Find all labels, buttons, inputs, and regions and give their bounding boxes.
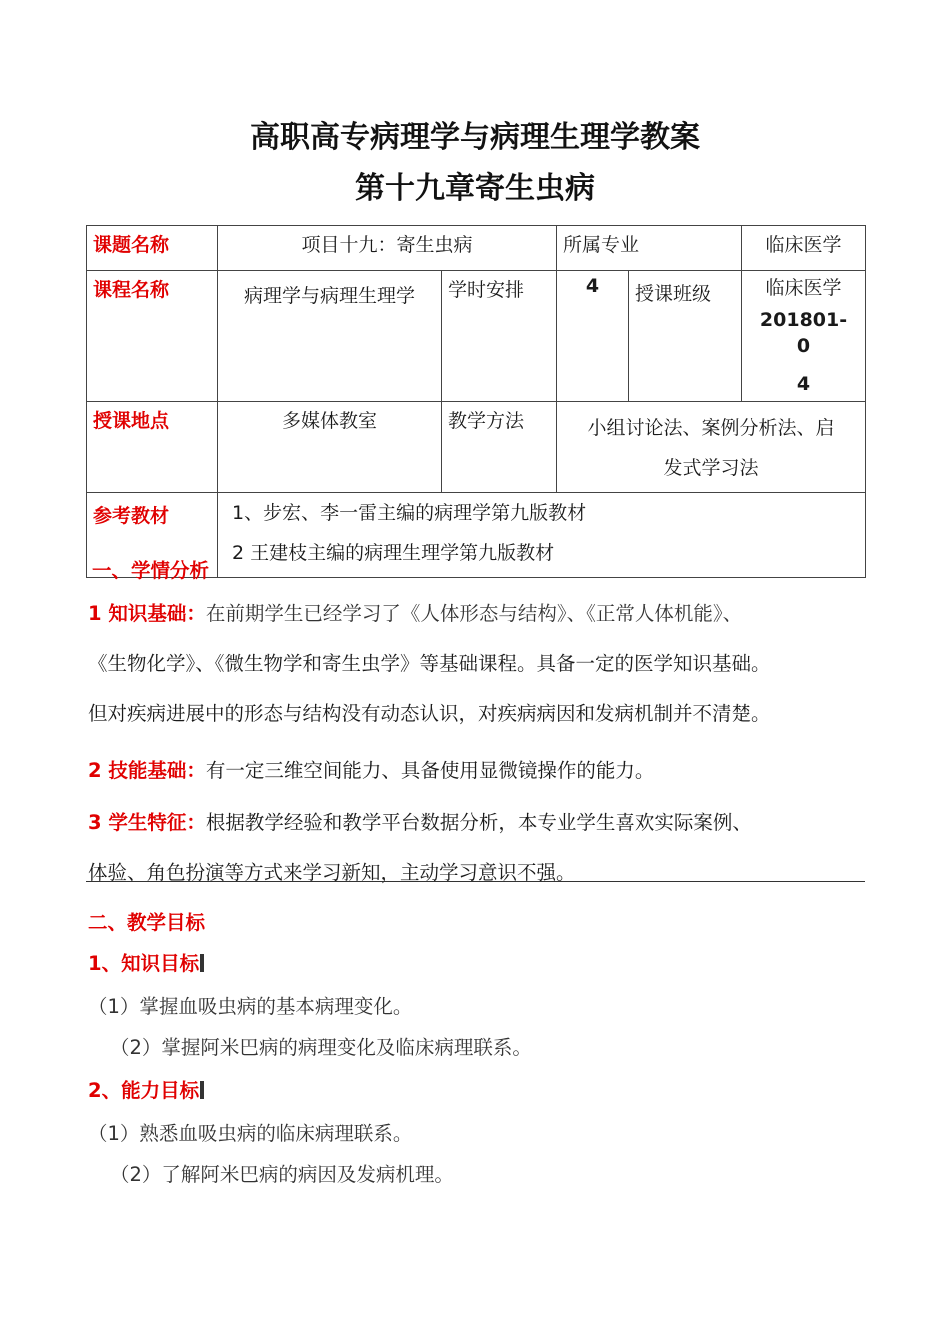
knowledge-line-1 <box>88 598 742 626</box>
ability-objective-label: 2、能力目标 <box>88 1079 200 1102</box>
trait-line-1 <box>88 807 752 835</box>
knowledge-text-1: 在前期学生已经学习了《人体形态与结构》、《正常人体机能》、 <box>205 602 743 625</box>
objectives-heading: 二、教学目标 <box>88 911 206 934</box>
table-row <box>87 226 866 271</box>
method-label: 教学方法 <box>442 402 557 493</box>
trait-text-1: 根据教学经验和教学平台数据分析，本专业学生喜欢实际案例、 <box>205 811 752 834</box>
place-value: 多媒体教室 <box>218 402 442 493</box>
skill-line <box>88 755 654 783</box>
knowledge-objective-label: 1、知识目标 <box>88 952 200 975</box>
table-row <box>87 271 866 402</box>
knowledge-objective-heading <box>88 948 204 976</box>
knowledge-objective-1: （1）掌握血吸虫病的基本病理变化。 <box>88 995 413 1018</box>
topic-label: 课题名称 <box>87 226 218 271</box>
course-info-table <box>86 225 866 578</box>
course-value: 病理学与病理生理学 <box>218 271 442 402</box>
hours-label: 学时安排 <box>442 271 557 402</box>
skill-text: 有一定三维空间能力、具备使用显微镜操作的能力。 <box>205 759 655 782</box>
method-value <box>557 402 866 493</box>
document-title: 高职高专病理学与病理生理学教案 <box>250 120 700 155</box>
ability-objective-heading <box>88 1075 204 1103</box>
ability-objective-2: （2）了解阿米巴病的病因及发病机理。 <box>110 1163 454 1186</box>
place-label: 授课地点 <box>87 402 218 493</box>
class-value <box>742 271 866 402</box>
ref-item-2: 2 王建枝主编的病理生理学第九版教材 <box>232 542 555 564</box>
chapter-title: 第十九章寄生虫病 <box>355 171 595 206</box>
table-row <box>87 402 866 493</box>
hours-value: 4 <box>557 271 629 402</box>
knowledge-line-2: 《生物化学》、《微生物学和寄生虫学》等基础课程。具备一定的医学知识基础。 <box>88 652 771 675</box>
topic-value: 项目十九：寄生虫病 <box>218 226 557 271</box>
method-line-2: 发式学习法 <box>663 457 759 479</box>
divider-line <box>86 881 865 882</box>
trait-label: 3 学生特征： <box>88 811 206 834</box>
analysis-heading: 一、学情分析 <box>92 559 210 582</box>
class-value-digit: 0 <box>796 335 811 357</box>
knowledge-line-3: 但对疾病进展中的形态与结构没有动态认识，对疾病病因和发病机制并不清楚。 <box>88 702 771 725</box>
text-cursor-icon <box>200 954 204 972</box>
knowledge-objective-2: （2）掌握阿米巴病的病理变化及临床病理联系。 <box>110 1036 532 1059</box>
text-cursor-icon <box>200 1081 204 1099</box>
class-value-major: 临床医学 <box>765 277 842 299</box>
ability-objective-1: （1）熟悉血吸虫病的临床病理联系。 <box>88 1122 413 1145</box>
knowledge-label: 1 知识基础： <box>88 602 206 625</box>
ref-value <box>218 493 866 578</box>
skill-label: 2 技能基础： <box>88 759 206 782</box>
ref-item-1: 1、步宏、李一雷主编的病理学第九版教材 <box>232 502 587 524</box>
course-label: 课程名称 <box>87 271 218 402</box>
class-value-year: 201801- <box>759 309 848 331</box>
trait-line-2: 体验、角色扮演等方式来学习新知，主动学习意识不强。 <box>88 861 576 884</box>
major-value: 临床医学 <box>742 226 866 271</box>
method-line-1: 小组讨论法、案例分析法、启 <box>587 417 835 439</box>
class-label: 授课班级 <box>629 271 742 402</box>
class-value-num: 4 <box>796 373 811 395</box>
major-label: 所属专业 <box>557 226 742 271</box>
ref-label: 参考教材 <box>87 493 218 578</box>
